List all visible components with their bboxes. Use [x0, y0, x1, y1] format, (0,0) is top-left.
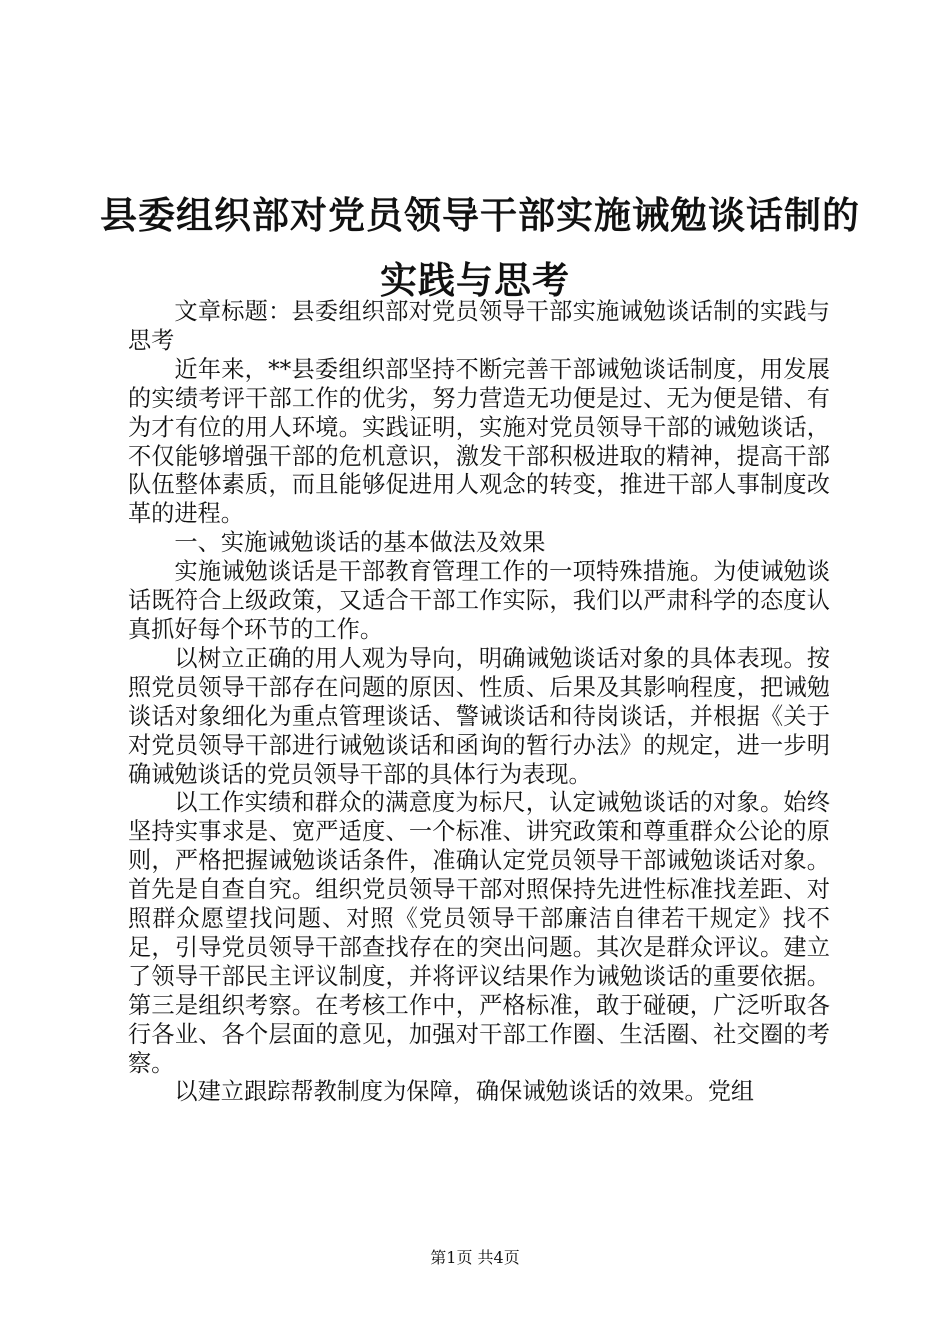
document-title-line-1: 县委组织部对党员领导干部实施诫勉谈话制的 — [100, 193, 860, 237]
document-body — [128, 298, 830, 1107]
paragraph: 以树立正确的用人观为导向，明确诫勉谈话对象的具体表现。按照党员领导干部存在问题的原因、性质、后果及其影响程度，把诫勉谈话对象细化为重点管理谈话、警诫谈话和待岗谈话，并根据《关于对党员领导干部进行诫勉谈话和函询的暂行办法》的规定，进一步明确诫勉谈话的党员领导干部的具体行为表现。 — [128, 644, 830, 788]
paragraph: 以工作实绩和群众的满意度为标尺，认定诫勉谈话的对象。始终坚持实事求是、宽严适度、一个标准、讲究政策和尊重群众公论的原则，严格把握诫勉谈话条件，准确认定党员领导干部诫勉谈话对象。首先是自查自究。组织党员领导干部对照保持先进性标准找差距、对照群众愿望找问题、对照《党员领导干部廉洁自律若干规定》找不足，引导党员领导干部查找存在的突出问题。其次是群众评议。建立了领导干部民主评议制度，并将评议结果作为诫勉谈话的重要依据。第三是组织考察。在考核工作中，严格标准，敢于碰硬，广泛听取各行各业、各个层面的意见，加强对干部工作圈、生活圈、社交圈的考察。 — [128, 789, 830, 1077]
paragraph: 实施诫勉谈话是干部教育管理工作的一项特殊措施。为使诫勉谈话既符合上级政策，又适合干部工作实际，我们以严肃科学的态度认真抓好每个环节的工作。 — [128, 558, 830, 643]
paragraph: 以建立跟踪帮教制度为保障，确保诫勉谈话的效果。党组 — [174, 1078, 755, 1106]
section-heading: 一、实施诫勉谈话的基本做法及效果 — [174, 529, 546, 557]
document-title-line-2: 实践与思考 — [380, 258, 570, 302]
paragraph-article-title: 文章标题：县委组织部对党员领导干部实施诫勉谈话制的实践与思考 — [128, 298, 830, 354]
paragraph-intro: 近年来，**县委组织部坚持不断完善干部诫勉谈话制度，用发展的实绩考评干部工作的优劣，努力营造无功便是过、无为便是错、有为才有位的用人环境。实践证明，实施对党员领导干部的诫勉谈话，不仅能够增强干部的危机意识，激发干部积极进取的精神，提高干部队伍整体素质，而且能够促进用人观念的转变，推进干部人事制度改革的进程。 — [128, 355, 830, 528]
page-footer: 第1页 共4页 — [430, 1248, 520, 1267]
